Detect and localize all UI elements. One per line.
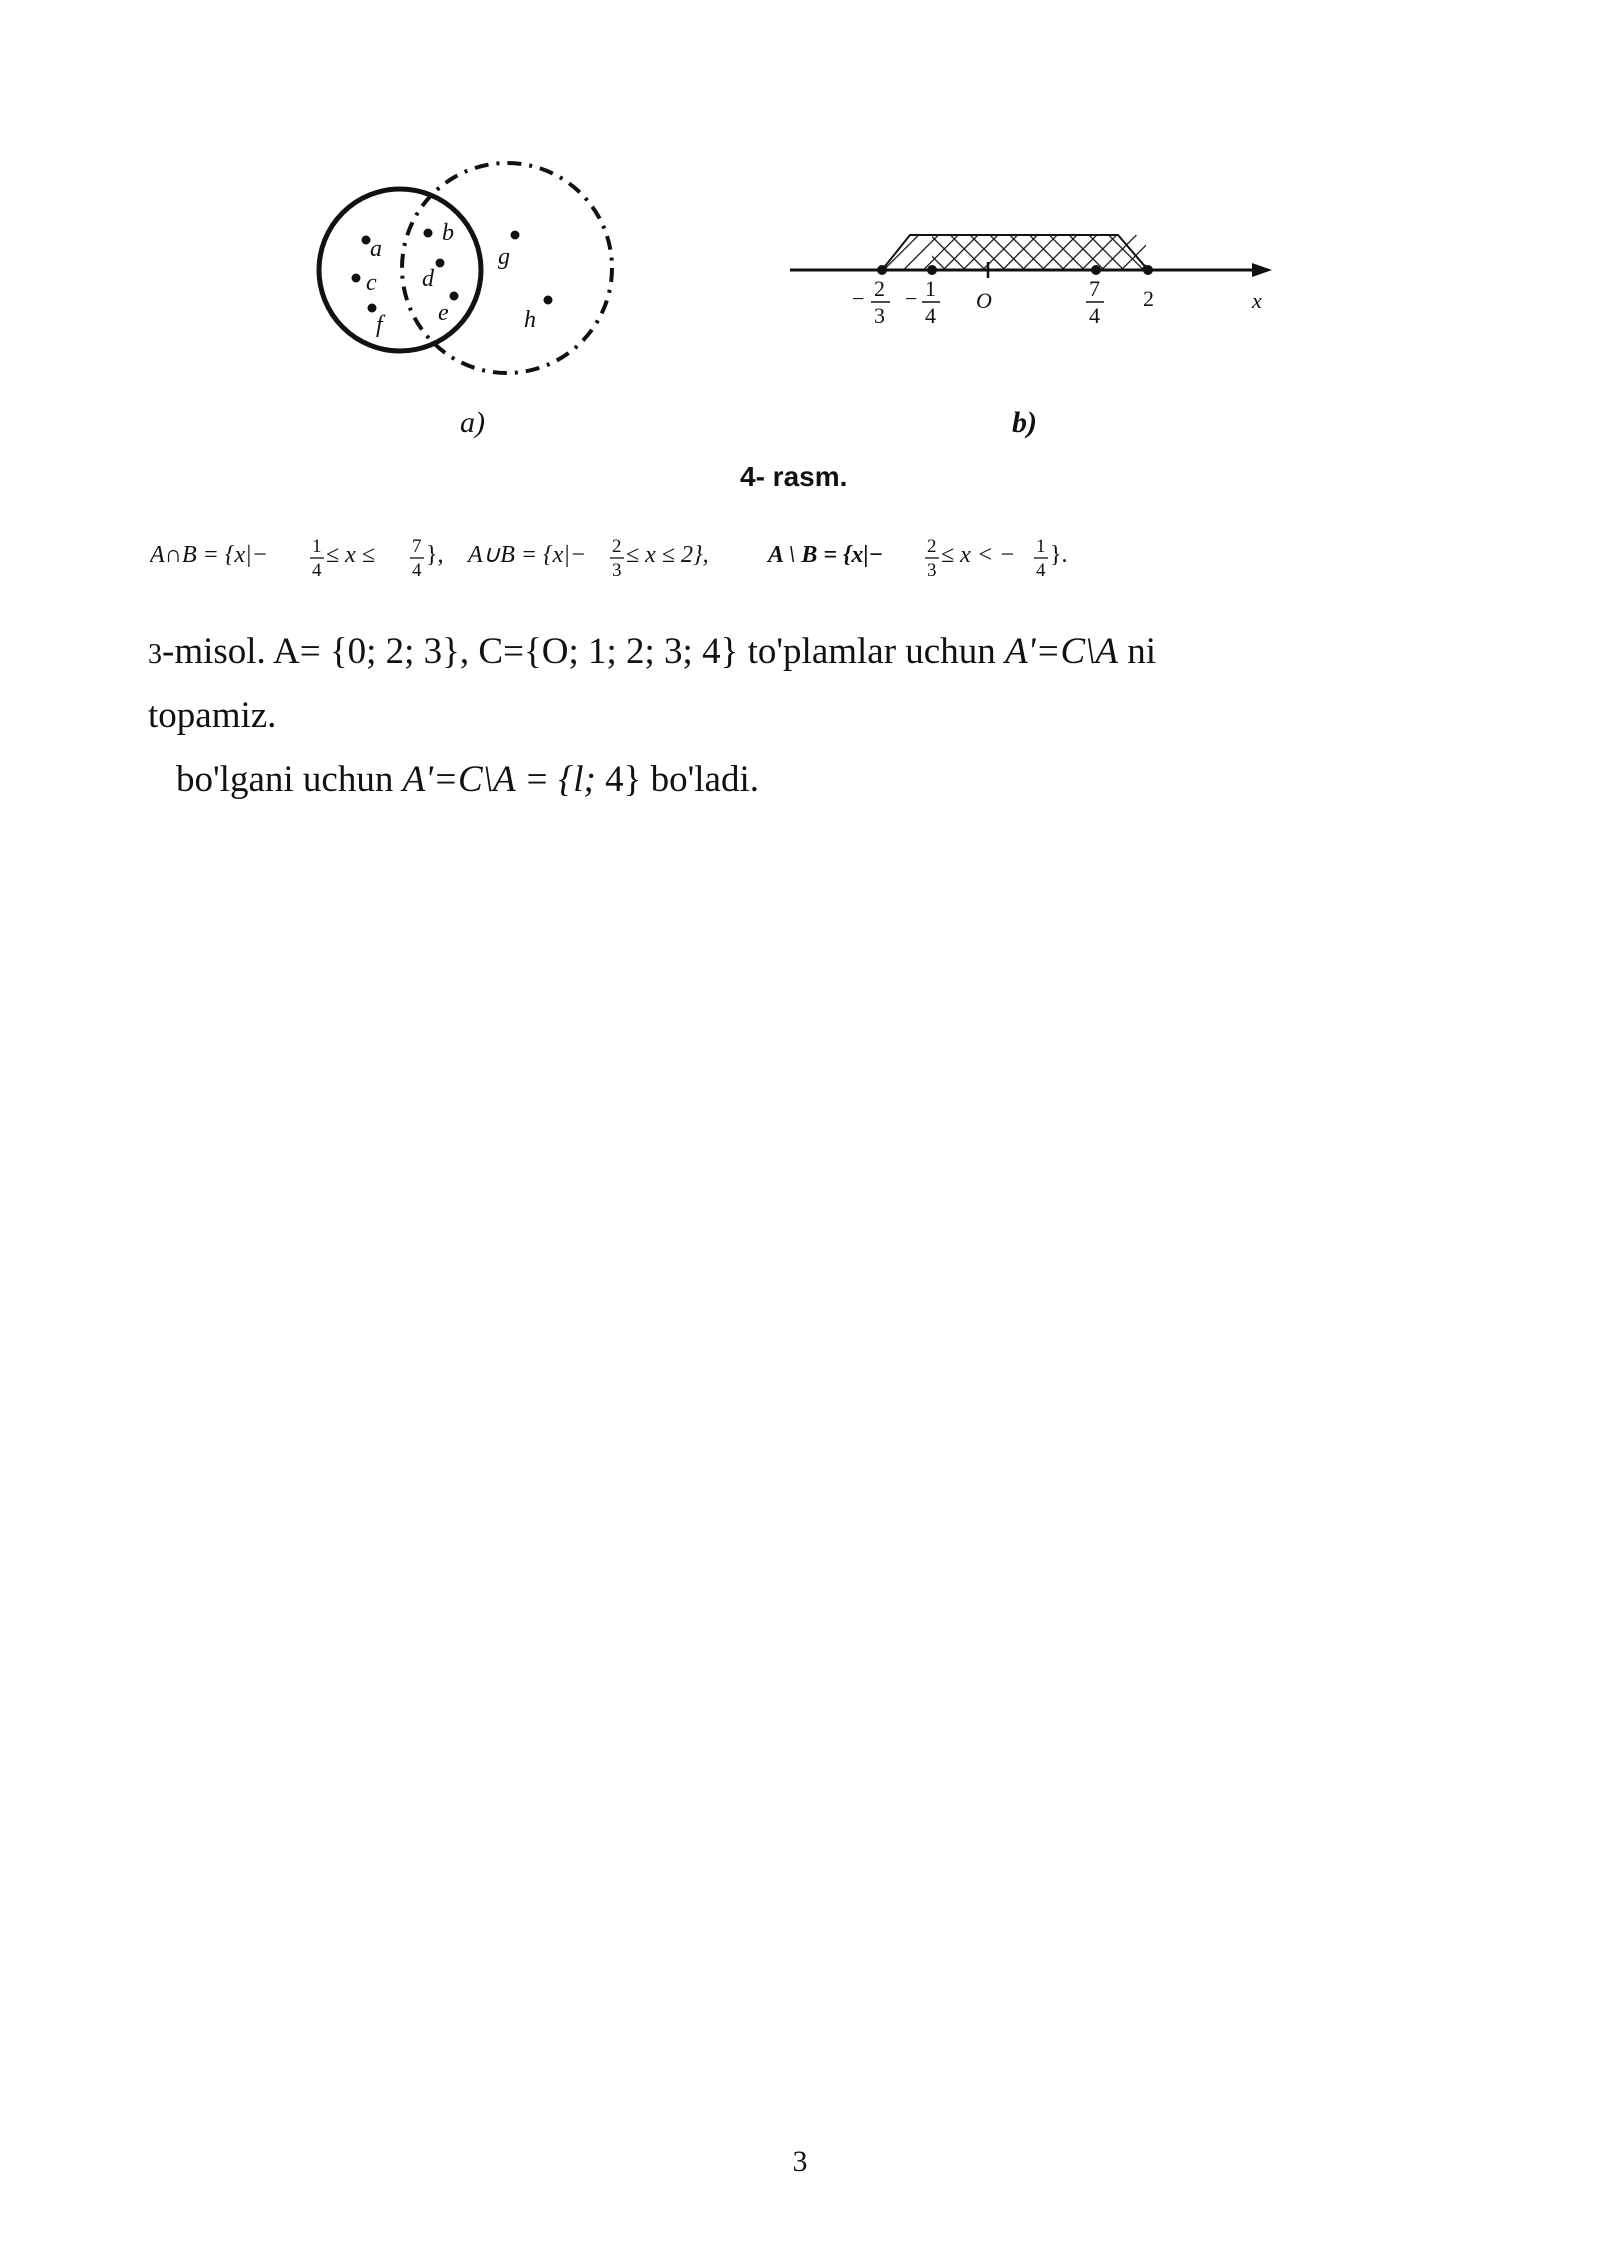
figure-caption: 4- rasm. bbox=[740, 461, 848, 492]
intersection-d2: 4 bbox=[412, 560, 422, 581]
tick-label-2: 2 bbox=[1143, 286, 1154, 311]
set-operations-formula bbox=[150, 530, 1450, 590]
axis-label: x bbox=[1252, 288, 1262, 313]
tick-den-1: 3 bbox=[874, 303, 885, 328]
point-label-h: h bbox=[524, 307, 536, 333]
point-label-e: e bbox=[438, 300, 449, 326]
point-d bbox=[436, 259, 445, 268]
solution-pre: bo'lgani uchun bbox=[176, 759, 403, 800]
tick-point-neg-2-3 bbox=[877, 265, 887, 275]
tick-sign-2: − bbox=[905, 286, 918, 311]
difference-n1: 2 bbox=[927, 536, 937, 557]
venn-label: a) bbox=[460, 406, 485, 439]
example-3-line2 bbox=[148, 684, 1448, 748]
solution-line bbox=[176, 748, 1476, 812]
point-e bbox=[450, 292, 459, 301]
number-line-label: b) bbox=[1012, 406, 1037, 439]
tick-num-2: 1 bbox=[925, 276, 936, 301]
tick-num-4: 7 bbox=[1089, 276, 1100, 301]
formula-graphic bbox=[150, 530, 1450, 590]
point-g bbox=[511, 231, 520, 240]
point-label-c: c bbox=[366, 270, 377, 296]
tick-sign-1: − bbox=[852, 286, 865, 311]
example-expression: A'=C\A bbox=[1004, 631, 1119, 672]
set-a-circle bbox=[319, 189, 481, 351]
tick-point-7-4 bbox=[1091, 265, 1101, 275]
tick-point-2 bbox=[1143, 265, 1153, 275]
union-lhs: A∪B = {x|− bbox=[468, 542, 587, 568]
example-after: ni bbox=[1118, 631, 1157, 672]
intersection-rhs: }, bbox=[426, 542, 444, 568]
solution-post: 4} bo'ladi. bbox=[595, 759, 759, 800]
difference-mid: ≤ x < − bbox=[941, 542, 1016, 568]
axis-arrow bbox=[1252, 263, 1272, 277]
tick-point-neg-1-4 bbox=[927, 265, 937, 275]
tick-num-1: 2 bbox=[874, 276, 885, 301]
tick-origin-label: O bbox=[976, 288, 992, 313]
number-line bbox=[790, 235, 1272, 439]
figure-4 bbox=[300, 140, 1300, 500]
union-rhs: ≤ x ≤ 2}, bbox=[626, 542, 709, 568]
example-number: 3 bbox=[148, 639, 162, 670]
point-b bbox=[424, 229, 433, 238]
intersection-mid: ≤ x ≤ bbox=[326, 542, 375, 568]
intersection-d1: 4 bbox=[312, 560, 322, 581]
intersection-n1: 1 bbox=[312, 536, 322, 557]
point-label-f: f bbox=[376, 312, 383, 338]
difference-n2: 1 bbox=[1036, 536, 1046, 557]
example-text: -misol. A= {0; 2; 3}, C={O; 1; 2; 3; 4} to'plamlar uchun bbox=[162, 631, 1005, 672]
point-label-d: d bbox=[422, 266, 434, 292]
point-label-a: a bbox=[370, 236, 382, 262]
tick-den-4: 4 bbox=[1089, 303, 1100, 328]
example-line2-text: topamiz. bbox=[148, 695, 277, 736]
example-3-line1 bbox=[148, 620, 1448, 687]
intersection-lhs: A∩B = {x|− bbox=[150, 542, 268, 568]
point-label-b: b bbox=[442, 220, 454, 246]
tick-den-2: 4 bbox=[925, 303, 936, 328]
page-number: 3 bbox=[792, 2145, 808, 2178]
difference-lhs: A \ B = {x|− bbox=[768, 542, 884, 568]
union-d1: 3 bbox=[612, 560, 622, 581]
venn-diagram bbox=[319, 163, 612, 439]
hatched-region-b bbox=[932, 235, 1148, 270]
figure-4-graphic bbox=[300, 140, 1300, 500]
point-h bbox=[544, 296, 553, 305]
solution-expression: A'=C\A = {l; bbox=[402, 759, 596, 800]
difference-d1: 3 bbox=[927, 560, 937, 581]
difference-d2: 4 bbox=[1036, 560, 1046, 581]
union-n1: 2 bbox=[612, 536, 622, 557]
point-label-g: g bbox=[498, 244, 510, 270]
difference-rhs: }. bbox=[1050, 542, 1068, 568]
point-c bbox=[352, 274, 361, 283]
intersection-n2: 7 bbox=[412, 536, 422, 557]
